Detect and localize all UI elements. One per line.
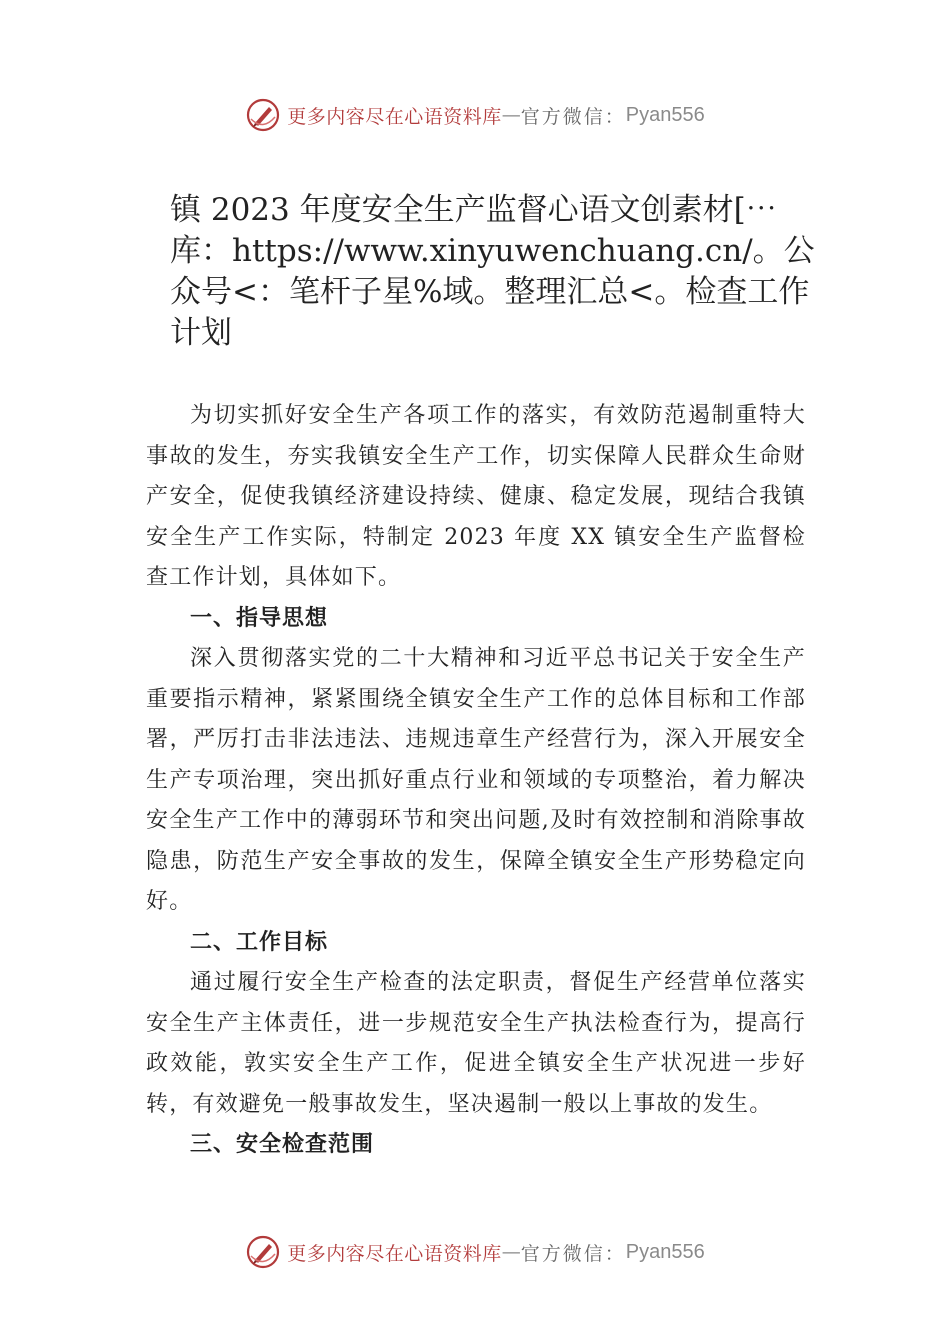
pen-circle-icon [245,97,281,133]
section-body-work-goals: 通过履行安全生产检查的法定职责，督促生产经营单位落实安全生产主体责任，进一步规范安全生产执法检查行为，提高行政效能，敦实安全生产工作，促进全镇安全生产状况进一步好转，有效避免一般事故发生，坚决遏制一般以上事故的发生。 [146,970,806,1117]
header-banner [0,95,950,135]
section-body-guiding-ideology: 深入贯彻落实党的二十大精神和习近平总书记关于安全生产重要指示精神，紧紧围绕全镇安全生产工作的总体目标和工作部署，严厉打击非法违法、违规违章生产经营行为，深入开展安全生产专项治理，突出抓好重点行业和领域的专项整治，着力解决安全生产工作中的薄弱环节和突出问题,及时有效控制和消除事故隐患，防范生产安全事故的发生，保障全镇安全生产形势稳定向好。 [146,646,806,914]
banner-separator: — [501,104,521,126]
section-heading-guiding-ideology: 一、指导思想 [190,605,329,631]
banner-promo-text: 更多内容尽在心语资料库 [287,105,502,128]
banner-wechat-label: 官方微信： [520,105,626,128]
intro-paragraph: 为切实抓好安全生产各项工作的落实，有效防范遏制重特大事故的发生，夯实我镇安全生产工作，切实保障人民群众生命财产安全，促使我镇经济建设持续、健康、稳定发展，现结合我镇安全生产工作实际，特制定 2023 年度 XX 镇安全生产监督检查工作计划，具体如下。 [146,403,806,590]
section-heading-work-goals: 二、工作目标 [190,929,329,955]
document-title: 镇 2023 年度安全生产监督心语文创素材[⋯库：https://www.xinyuwenchuang.cn/。公众号<：笔杆子星%域。整理汇总<。检查工作计划 [170,192,815,351]
pen-circle-icon [245,1234,281,1270]
banner-wechat-label: 官方微信： [520,1242,626,1265]
banner-wechat-id: Pyan556 [625,1240,705,1263]
footer-banner [0,1232,950,1272]
banner-promo-text: 更多内容尽在心语资料库 [287,1242,502,1265]
document-body [146,396,806,1166]
section-heading-inspection-scope: 三、安全检查范围 [190,1132,375,1157]
banner-separator: — [501,1241,521,1263]
banner-wechat-id: Pyan556 [625,103,705,126]
